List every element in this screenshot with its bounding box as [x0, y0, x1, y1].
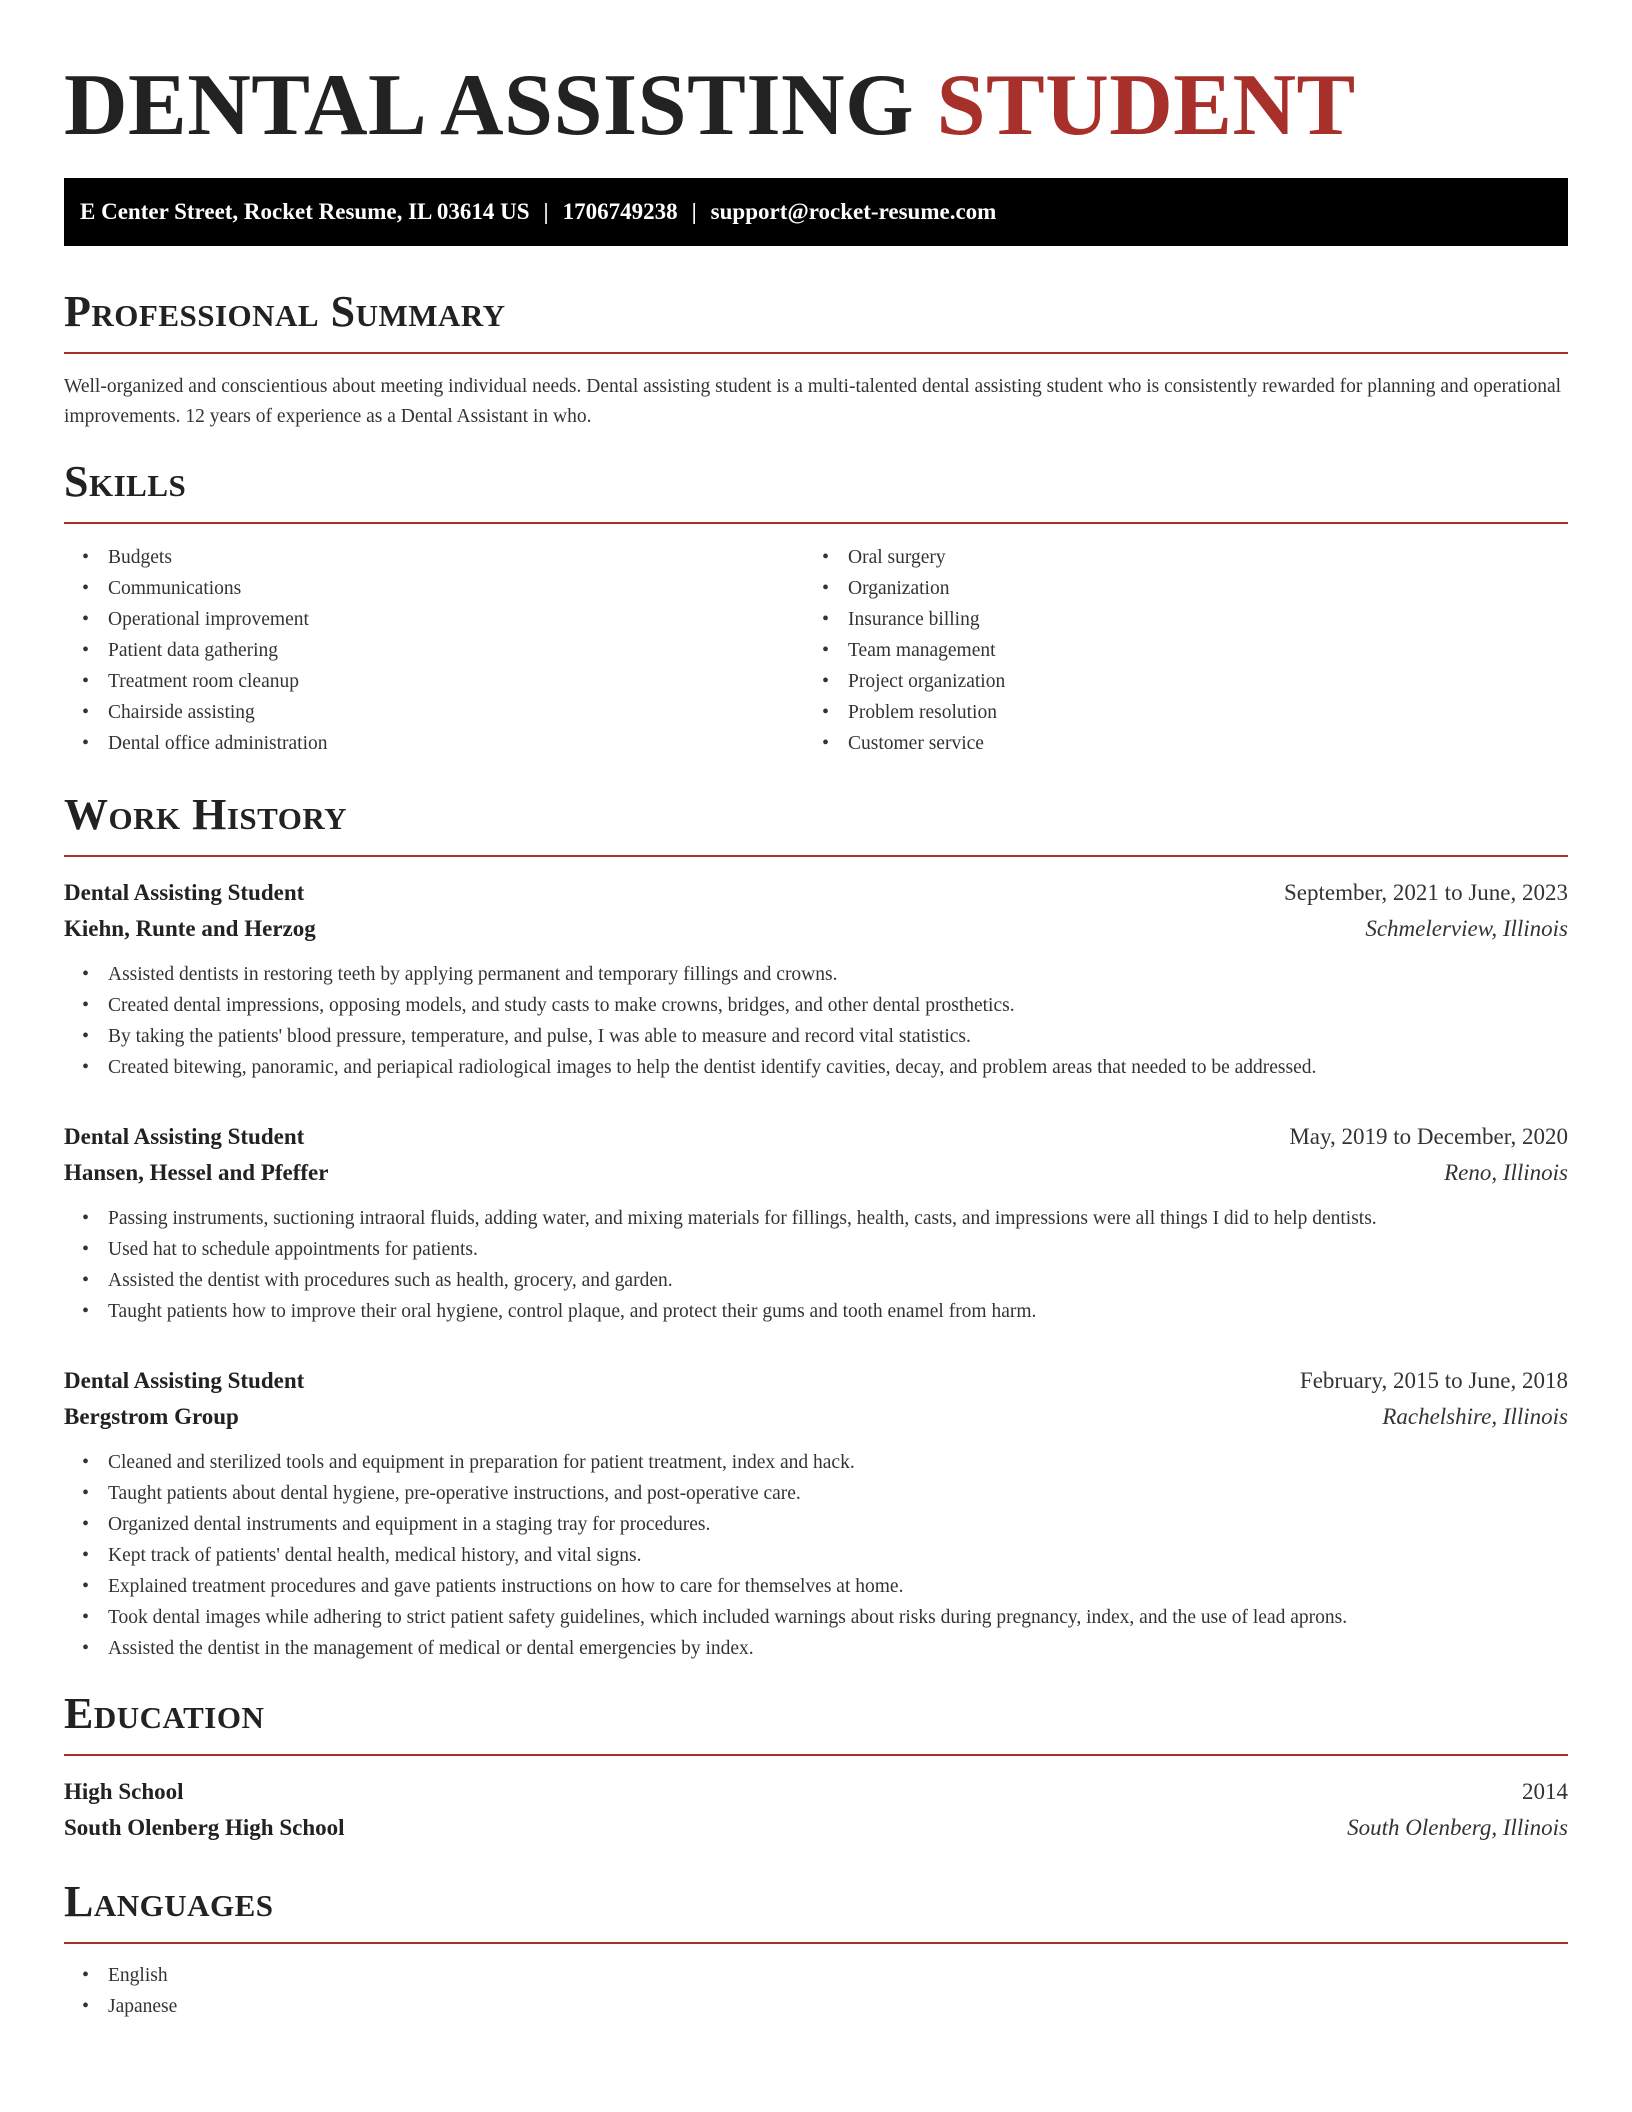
- education-entry: [64, 1774, 1568, 1846]
- name-accent: STUDENT: [936, 57, 1356, 154]
- job-company-row: [64, 1399, 1568, 1435]
- education-school: South Olenberg High School: [64, 1815, 345, 1840]
- skill-item: • Patient data gathering: [64, 635, 804, 666]
- section-title-languages: Languages: [64, 1877, 274, 1926]
- languages-list: [64, 1960, 1568, 2022]
- education-degree: High School: [64, 1779, 184, 1804]
- language-item: • English: [64, 1960, 1568, 1991]
- job-company-row: [64, 911, 1568, 947]
- skill-item: • Communications: [64, 573, 804, 604]
- summary-text: Well-organized and conscientious about meeting individual needs. Dental assisting student is a multi-talented dental assisting student who is consistently rewarded for planning and operational improvements. 12 years of experience as a Dental Assistant in who.: [64, 376, 1562, 427]
- skill-item: • Treatment room cleanup: [64, 666, 804, 697]
- skill-item: • Customer service: [804, 728, 1544, 759]
- job-duty: • Assisted the dentist in the management of medical or dental emergencies by index.: [64, 1633, 1568, 1664]
- skills-columns: [64, 542, 1568, 759]
- job-duty: • Created bitewing, panoramic, and periapical radiological images to help the dentist identify cavities, decay, and problem areas that needed to be addressed.: [64, 1052, 1568, 1083]
- job-duties-list: [64, 1203, 1568, 1327]
- job-duty: • Passing instruments, suctioning intraoral fluids, adding water, and mixing materials for fillings, health, casts, and impressions were all things I did to help dentists.: [64, 1203, 1568, 1234]
- contact-address: E Center Street, Rocket Resume, IL 03614 US: [80, 199, 530, 224]
- job-company-row: [64, 1155, 1568, 1191]
- job-header-row: [64, 1119, 1568, 1155]
- job-location: Rachelshire, Illinois: [1382, 1404, 1568, 1429]
- summary-section: [64, 286, 1568, 432]
- job-duty: • Assisted dentists in restoring teeth by applying permanent and temporary fillings and crowns.: [64, 959, 1568, 990]
- section-divider: [64, 1754, 1568, 1756]
- skill-item: • Dental office administration: [64, 728, 804, 759]
- job-title: Dental Assisting Student: [64, 1368, 305, 1393]
- job-duty: • Taught patients how to improve their oral hygiene, control plaque, and protect their gums and tooth enamel from harm.: [64, 1296, 1568, 1327]
- section-divider: [64, 1942, 1568, 1944]
- job-title: Dental Assisting Student: [64, 880, 305, 905]
- section-divider: [64, 352, 1568, 354]
- languages-section: [64, 1876, 1568, 2022]
- job-header-row: [64, 1363, 1568, 1399]
- education-school-row: [64, 1810, 1568, 1846]
- skill-item: • Organization: [804, 573, 1544, 604]
- contact-separator: |: [691, 199, 697, 224]
- job-location: Schmelerview, Illinois: [1365, 916, 1568, 941]
- job-duty: • Assisted the dentist with procedures such as health, grocery, and garden.: [64, 1265, 1568, 1296]
- job-company: Bergstrom Group: [64, 1404, 239, 1429]
- resume-name: [64, 0, 1568, 178]
- contact-bar: [64, 178, 1568, 246]
- skill-item: • Operational improvement: [64, 604, 804, 635]
- job-dates: September, 2021 to June, 2023: [1284, 880, 1568, 905]
- skill-item: • Oral surgery: [804, 542, 1544, 573]
- job-duty: • Cleaned and sterilized tools and equipment in preparation for patient treatment, index and hack.: [64, 1447, 1568, 1478]
- education-header-row: [64, 1774, 1568, 1810]
- skill-item: • Chairside assisting: [64, 697, 804, 728]
- job-entry: [64, 1363, 1568, 1664]
- job-duty: • Explained treatment procedures and gave patients instructions on how to care for themselves at home.: [64, 1571, 1568, 1602]
- name-main: DENTAL ASSISTING: [64, 57, 915, 154]
- skills-section: [64, 456, 1568, 759]
- section-title-education: Education: [64, 1689, 265, 1738]
- section-title-work: Work History: [64, 790, 348, 839]
- job-entry: [64, 1119, 1568, 1327]
- job-duties-list: [64, 1447, 1568, 1664]
- job-duty: • Created dental impressions, opposing models, and study casts to make crowns, bridges, and other dental prosthetics.: [64, 990, 1568, 1021]
- job-duty: • Used hat to schedule appointments for patients.: [64, 1234, 1568, 1265]
- section-title-skills: Skills: [64, 457, 187, 506]
- job-duty: • Kept track of patients' dental health, medical history, and vital signs.: [64, 1540, 1568, 1571]
- work-history-section: [64, 789, 1568, 1664]
- skill-item: • Team management: [804, 635, 1544, 666]
- education-location: South Olenberg, Illinois: [1347, 1815, 1568, 1840]
- skill-item: • Budgets: [64, 542, 804, 573]
- section-divider: [64, 522, 1568, 524]
- skill-item: • Project organization: [804, 666, 1544, 697]
- job-header-row: [64, 875, 1568, 911]
- contact-email[interactable]: support@rocket-resume.com: [710, 199, 997, 224]
- skill-item: • Insurance billing: [804, 604, 1544, 635]
- education-section: [64, 1688, 1568, 1846]
- contact-separator: |: [543, 199, 549, 224]
- job-duty: • Organized dental instruments and equipment in a staging tray for procedures.: [64, 1509, 1568, 1540]
- job-duty: • Taught patients about dental hygiene, pre-operative instructions, and post-operative care.: [64, 1478, 1568, 1509]
- job-duties-list: [64, 959, 1568, 1083]
- job-title: Dental Assisting Student: [64, 1124, 305, 1149]
- job-company: Hansen, Hessel and Pfeffer: [64, 1160, 329, 1185]
- skill-item: • Problem resolution: [804, 697, 1544, 728]
- skills-list-left: [64, 542, 804, 759]
- job-company: Kiehn, Runte and Herzog: [64, 916, 316, 941]
- contact-phone[interactable]: 1706749238: [562, 199, 678, 224]
- job-entry: [64, 875, 1568, 1083]
- job-location: Reno, Illinois: [1444, 1160, 1568, 1185]
- section-divider: [64, 855, 1568, 857]
- section-title-summary: Professional Summary: [64, 287, 506, 336]
- language-item: • Japanese: [64, 1991, 1568, 2022]
- job-duty: • By taking the patients' blood pressure, temperature, and pulse, I was able to measure and record vital statistics.: [64, 1021, 1568, 1052]
- job-dates: May, 2019 to December, 2020: [1289, 1124, 1568, 1149]
- job-duty: • Took dental images while adhering to strict patient safety guidelines, which included warnings about risks during pregnancy, index, and the use of lead aprons.: [64, 1602, 1568, 1633]
- job-dates: February, 2015 to June, 2018: [1299, 1368, 1568, 1393]
- skills-list-right: [804, 542, 1544, 759]
- education-year: 2014: [1522, 1779, 1568, 1804]
